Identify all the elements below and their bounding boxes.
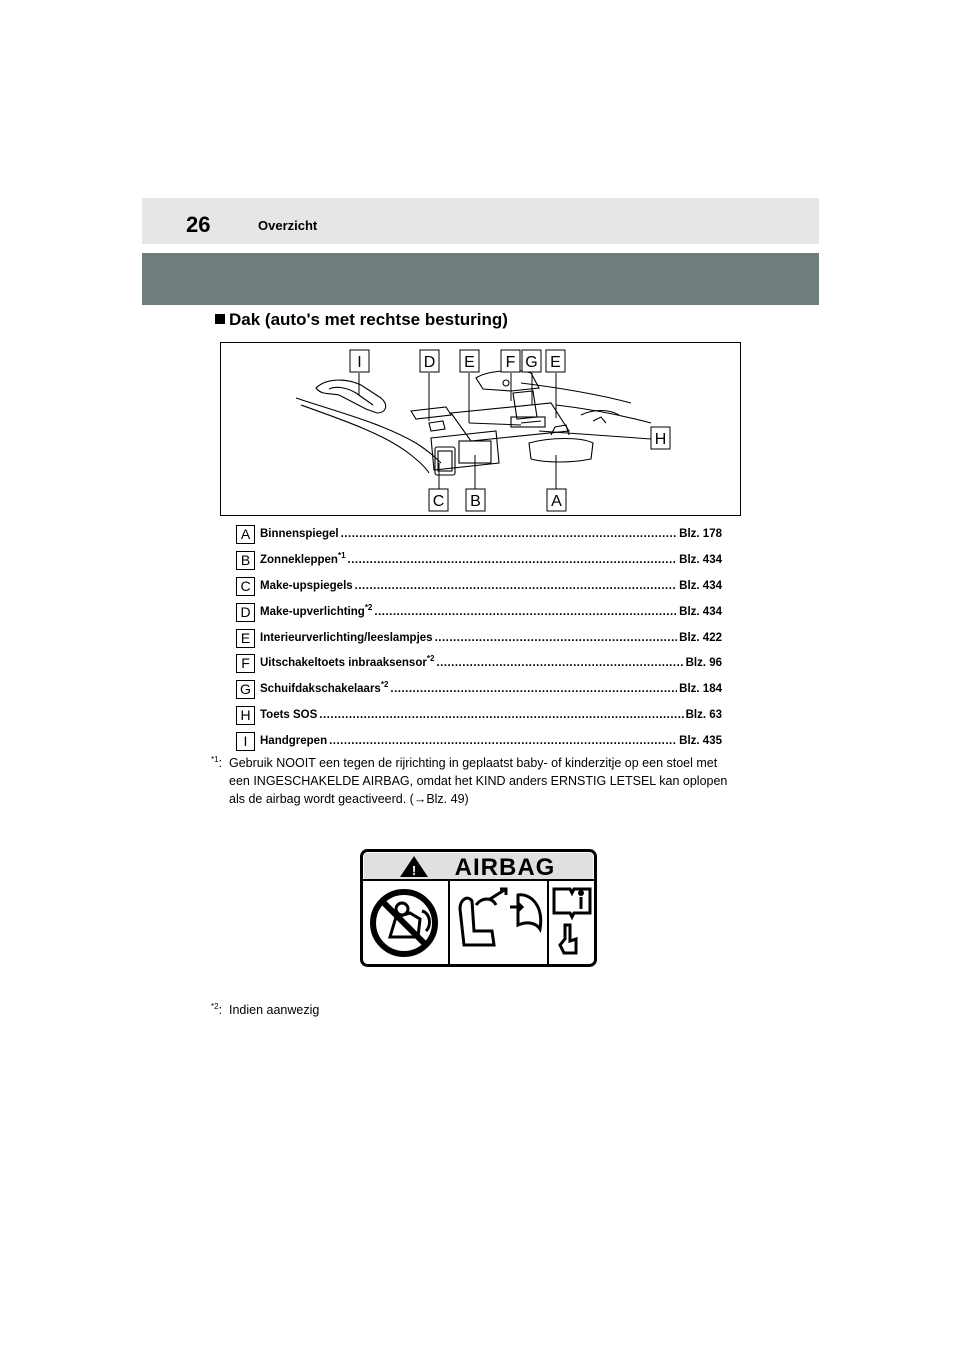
item-label: Make-upspiegels	[260, 579, 353, 592]
svg-text:A: A	[551, 493, 562, 510]
svg-text:H: H	[654, 431, 667, 448]
page-reference: Blz. 178	[679, 528, 722, 540]
svg-text:C: C	[432, 493, 445, 510]
list-item	[236, 574, 724, 600]
item-letter-badge: G	[236, 680, 255, 699]
callout-i	[350, 350, 369, 372]
svg-text:E: E	[464, 354, 475, 371]
svg-text:F: F	[505, 354, 516, 371]
svg-text:I: I	[357, 354, 362, 371]
list-item	[236, 703, 724, 729]
page-reference: Blz. 63	[685, 709, 722, 722]
callout-a	[547, 489, 566, 511]
footnote-line: Gebruik NOOIT een tegen de rijrichting in geplaatst baby- of kinderzitje op een stoel met	[229, 756, 718, 770]
callout-b	[466, 489, 485, 511]
list-item	[236, 626, 724, 652]
item-label: Binnenspiegel	[260, 528, 339, 540]
item-letter-badge: I	[236, 732, 255, 751]
callout-d	[420, 350, 439, 372]
svg-text:D: D	[423, 354, 436, 371]
item-label: Toets SOS	[260, 709, 318, 722]
callout-e2	[546, 350, 565, 372]
item-letter-badge: A	[236, 525, 255, 544]
page-reference: Blz. 434	[679, 579, 722, 592]
item-label: Zonnekleppen$^{*1}$	[260, 550, 346, 566]
svg-text:B: B	[470, 493, 481, 510]
item-letter-badge: B	[236, 551, 255, 570]
svg-text:G: G	[525, 354, 538, 371]
header-title: Overzicht	[258, 218, 318, 233]
list-item	[236, 548, 724, 574]
item-letter-badge: E	[236, 629, 255, 648]
item-label: Interieurverlichting/leeslampjes	[260, 631, 433, 644]
page-reference: Blz. 184	[679, 683, 722, 696]
callout-f	[501, 350, 520, 372]
section-heading	[215, 309, 508, 331]
page-number: 26	[186, 212, 211, 237]
section-heading-text: Dak (auto's met rechtse besturing)	[229, 310, 508, 329]
list-item	[236, 600, 724, 626]
callout-g	[522, 350, 541, 372]
callout-c	[429, 489, 448, 511]
airbag-warning-label	[360, 849, 597, 967]
footnote-marker: $^{*1}$:	[211, 755, 223, 770]
airbag-title: AIRBAG	[454, 854, 556, 881]
callout-h	[651, 427, 670, 449]
item-letter-badge: C	[236, 577, 255, 596]
page-reference: Blz. 434	[679, 553, 722, 566]
item-label: Handgrepen	[260, 735, 328, 748]
footnote-line: Indien aanwezig	[229, 1003, 320, 1017]
svg-text:!: !	[411, 863, 417, 878]
footnote-line: een INGESCHAKELDE AIRBAG, omdat het KIND anders ERNSTIG LETSEL kan oplopen	[229, 774, 728, 788]
airbag-label-drawing	[360, 849, 597, 967]
item-letter-badge: D	[236, 603, 255, 622]
item-letter-badge: H	[236, 706, 255, 725]
page-reference: Blz. 96	[685, 657, 722, 670]
page-reference: Blz. 422	[679, 631, 722, 644]
header-band	[142, 198, 819, 244]
list-item	[236, 522, 724, 548]
item-label: Uitschakeltoets inbraaksensor$^{*2}$	[260, 654, 435, 670]
roof-illustration	[220, 342, 741, 516]
callout-e	[460, 350, 479, 372]
list-item	[236, 651, 724, 677]
footnote-line: als de airbag wordt geactiveerd. (→Blz. 49)	[229, 792, 469, 806]
page-reference: Blz. 435	[679, 735, 722, 748]
item-list	[236, 522, 724, 755]
roof-drawing	[221, 343, 740, 515]
square-bullet-icon	[215, 314, 225, 324]
svg-text:E: E	[550, 354, 561, 371]
item-label: Make-upverlichting$^{*2}$	[260, 602, 373, 618]
item-letter-badge: F	[236, 654, 255, 673]
page-reference: Blz. 434	[679, 605, 722, 618]
footnote-marker: $^{*2}$:	[211, 1002, 223, 1017]
list-item	[236, 729, 724, 755]
item-label: Schuifdakschakelaars$^{*2}$	[260, 680, 389, 696]
list-item	[236, 677, 724, 703]
section-band	[142, 253, 819, 305]
